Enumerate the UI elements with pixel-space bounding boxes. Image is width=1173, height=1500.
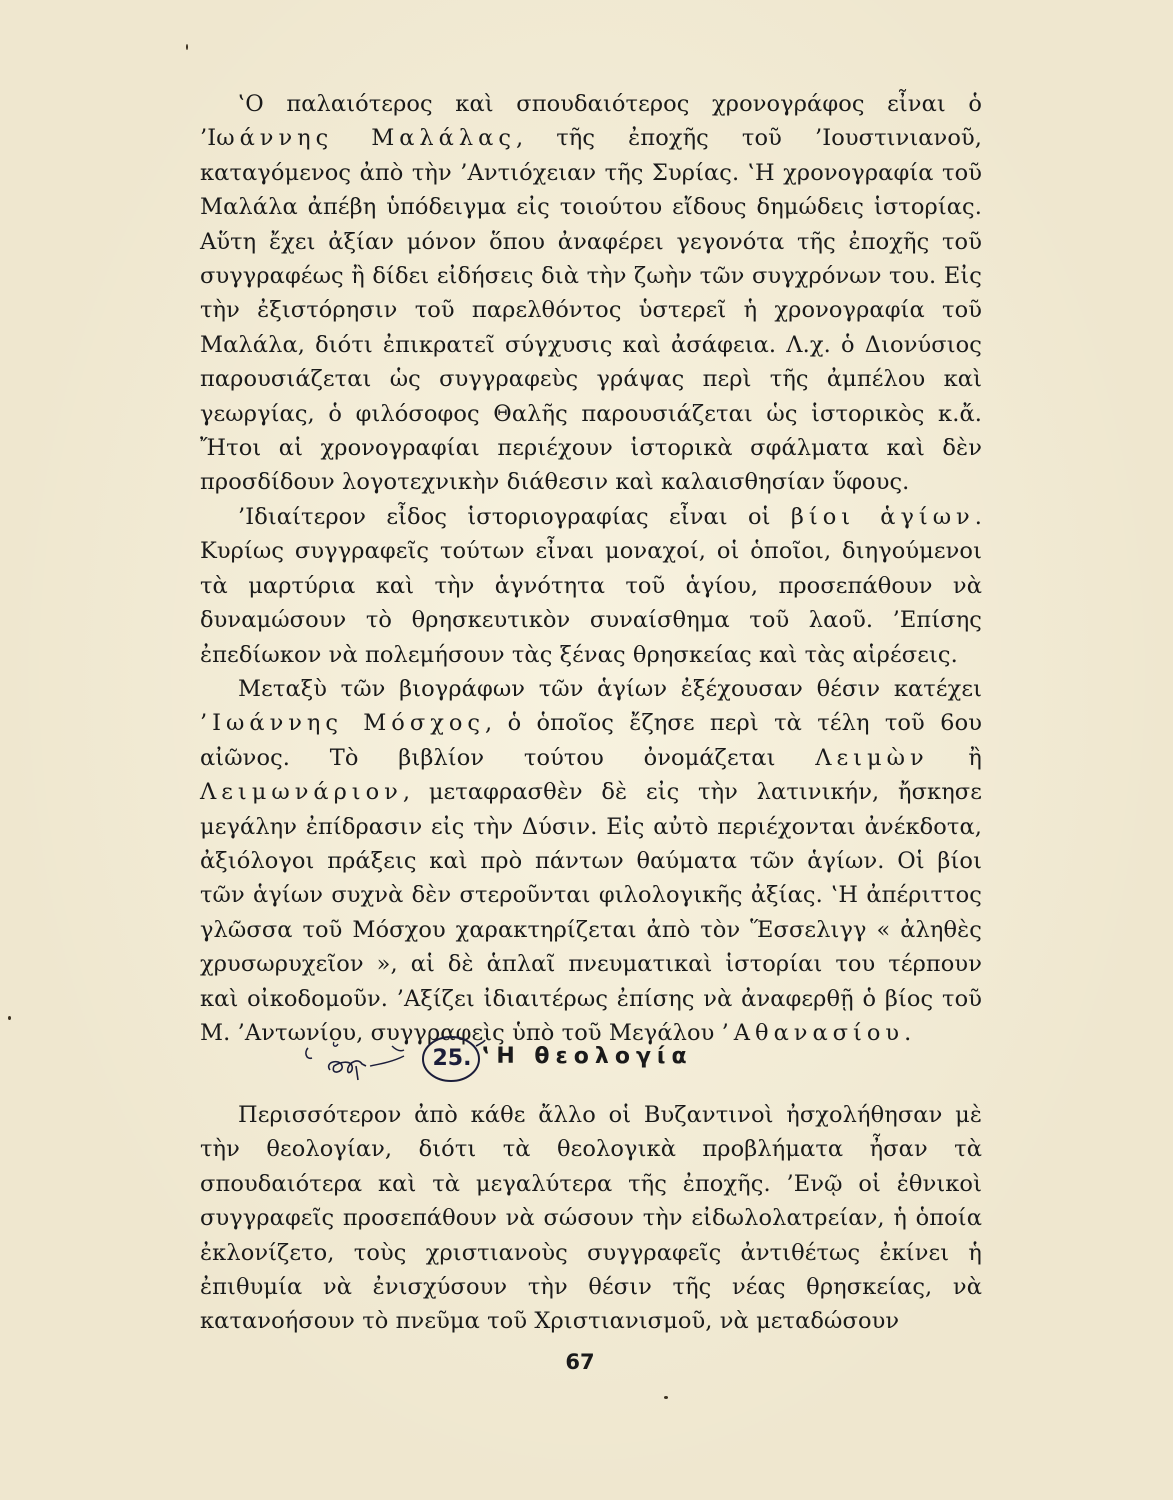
text-run: , ὁ ὁποῖος ἔζησε περὶ τὰ τέλη τοῦ 6ου αἰῶνος. Τὸ βιβλίον τούτου ὀνομάζεται bbox=[200, 710, 983, 771]
body-text-top bbox=[200, 87, 982, 1050]
dust-speck bbox=[8, 1016, 11, 1020]
text-run: . Κυρίως συγγραφεῖς τούτων εἶναι μοναχοί, οἱ ὁποῖοι, διηγούμενοι τὰ μαρτύρια καὶ τὴν ἁγνότητα τοῦ ἁγίου, προσεπάθουν νὰ δυναμώσουν τὸ θρησκευτικὸν συναίσθημα τοῦ λαοῦ. ’Επίσης ἐπεδίωκον νὰ πολεμήσουν τὰς ξένας θρησκείας καὶ τὰς αἱρέσεις. bbox=[200, 503, 983, 668]
handwritten-annotation-icon bbox=[300, 1036, 420, 1086]
paragraph bbox=[200, 672, 982, 1050]
text-run: Περισσότερον ἀπὸ κάθε ἄλλο οἱ Βυζαντινοὶ ἠσχολήθησαν μὲ τὴν θεολογίαν, διότι τὰ θεολογικὰ προβλήματα ἦσαν τὰ σπουδαιότερα καὶ τὰ μεγαλύτερα τῆς ἐποχῆς. ’Ενῷ οἱ ἐθνικοὶ συγγραφεῖς προσεπάθουν νὰ σώσουν τὴν εἰδωλολατρείαν, ἡ ὁποία ἐκλονίζετο, τοὺς χριστιανοὺς συγγραφεῖς ἀντιθέτως ἐκίνει ἡ ἐπιθυμία νὰ ἐνισχύσουν τὴν θέσιν τῆς νέας θρησκείας, νὰ κατανοήσουν τὸ πνεῦμα τοῦ Χριστιανισμοῦ, νὰ μεταδώσουν bbox=[200, 1102, 982, 1335]
text-run: ’Ιδιαίτερον εἶδος ἱστοριογραφίας εἶναι οἱ bbox=[238, 503, 791, 530]
body-text-bottom bbox=[200, 1098, 982, 1339]
text-run: Μεταξὺ τῶν βιογράφων τῶν ἁγίων ἐξέχουσαν θέσιν κατέχει bbox=[238, 675, 982, 702]
paragraph bbox=[200, 87, 982, 500]
section-title: ‛Η θεολογία bbox=[482, 1044, 693, 1069]
spaced-emphasis: ’Αθανασίου bbox=[721, 1019, 905, 1046]
text-run: ‛Ο παλαιότερος καὶ σπουδαιότερος χρονογράφος εἶναι ὁ ’Ι bbox=[200, 91, 982, 152]
spaced-emphasis: Λειμὼν bbox=[815, 744, 929, 771]
text-run: . bbox=[904, 1019, 912, 1046]
text-run: , μεταφρασθὲν δὲ εἰς τὴν λατινικήν, ἤσκησε μεγάλην ἐπίδρασιν εἰς τὴν Δύσιν. Εἰς αὐτὸ περιέχονται ἀνέκδοτα, ἀξιόλογοι πράξεις καὶ πρὸ πάντων θαύματα τῶν ἁγίων. Οἱ βίοι τῶν ἁγίων συχνὰ δὲν στεροῦνται φιλολογικῆς ἀξίας. ‛Η ἀπέριττος γλῶσσα τοῦ Μόσχου χαρακτηρίζεται ἀπὸ τὸν Ἕσσελιγγ « ἀληθὲς χρυσωρυχεῖον », αἱ δὲ ἁπλαῖ πνευματικαὶ ἱστορίαι του τέρπουν καὶ οἰκοδομοῦν. ’Αξίζει ἰδιαιτέρως ἐπίσης νὰ ἀναφερθῇ ὁ βίος τοῦ Μ. ’Αντωνίου, συγγραφεὶς ὑπὸ τοῦ Μεγάλου bbox=[200, 779, 982, 1046]
dust-speck bbox=[186, 44, 188, 50]
dust-speck bbox=[664, 1396, 668, 1399]
spaced-emphasis: ωάννης Μαλάλας bbox=[216, 125, 516, 152]
spaced-emphasis: βίοι ἁγίων bbox=[790, 503, 975, 530]
text-run: , τῆς ἐποχῆς τοῦ ’Ιουστινιανοῦ, καταγόμενος ἀπὸ τὴν ’Αντιόχειαν τῆς Συρίας. ‛Η χρονογραφία τοῦ Μαλάλα ἀπέβη ὑπόδειγμα εἰς τοιούτου εἴδους δημώδεις ἱστορίας. Αὕτη ἔχει ἀξίαν μόνον ὅπου ἀναφέρει γεγονότα τῆς ἐποχῆς τοῦ συγγραφέως ἢ δίδει εἰδήσεις διὰ τὴν ζωὴν τῶν συγχρόνων του. Εἰς τὴν ἐξιστόρησιν τοῦ παρελθόντος ὑστερεῖ ἡ χρονογραφία τοῦ Μαλάλα, διότι ἐπικρατεῖ σύγχυσις καὶ ἀσάφεια. Λ.χ. ὁ Διονύσιος παρουσιάζεται ὡς συγγραφεὺς γράψας περὶ τῆς ἀμπέλου καὶ γεωργίας, ὁ φιλόσοφος Θαλῆς παρουσιάζεται ὡς ἱστορικὸς κ.ἄ. Ἤτοι αἱ χρονογραφίαι περιέχουν ἱστορικὰ σφάλματα καὶ δὲν προσδίδουν λογοτεχνικὴν διάθεσιν καὶ καλαισθησίαν ὕφους. bbox=[200, 125, 983, 496]
spaced-emphasis: ’Ιωάννης Μόσχος bbox=[200, 710, 485, 737]
paragraph bbox=[200, 500, 982, 672]
spaced-emphasis: Λειμωνάριον bbox=[200, 779, 403, 806]
section-heading bbox=[300, 1036, 1000, 1086]
text-run: ἢ bbox=[928, 744, 982, 771]
paragraph bbox=[200, 1098, 982, 1339]
page-number: 67 bbox=[565, 1350, 595, 1374]
section-number: 25. bbox=[432, 1046, 472, 1071]
